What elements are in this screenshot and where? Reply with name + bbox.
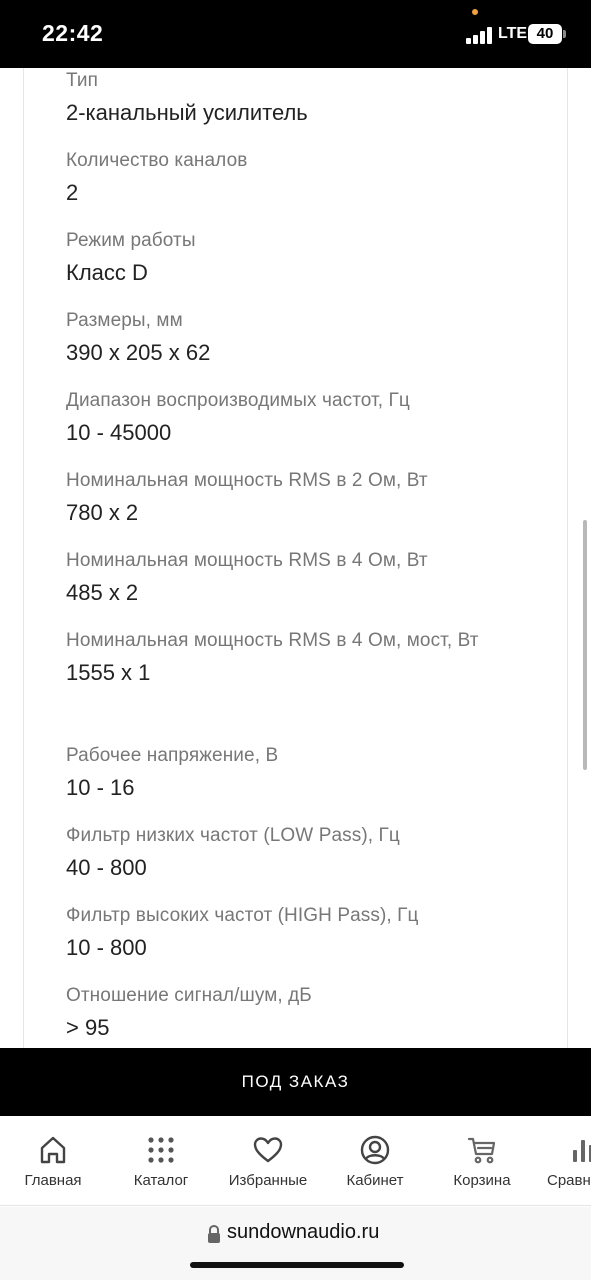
spec-value: 1555 x 1 [66, 660, 151, 685]
compare-icon [571, 1134, 591, 1166]
status-time: 22:42 [42, 20, 104, 46]
spec-row-voltage [66, 738, 546, 802]
spec-label: Номинальная мощность RMS в 4 Ом, мост, Вт [66, 630, 479, 651]
spec-label: Фильтр низких частот (LOW Pass), Гц [66, 825, 400, 846]
card-border [567, 68, 568, 1048]
spec-value: 40 - 800 [66, 855, 147, 880]
nav-label: Кабинет [346, 1172, 404, 1189]
spec-value: 2 [66, 180, 79, 205]
spec-label: Режим работы [66, 230, 196, 251]
spec-label: Фильтр высоких частот (HIGH Pass), Гц [66, 905, 419, 926]
scrollbar[interactable] [583, 520, 587, 770]
spec-row-channels [66, 143, 546, 207]
nav-label: Корзина [453, 1172, 511, 1189]
user-icon [359, 1134, 391, 1166]
url-text[interactable]: sundownaudio.ru [227, 1221, 380, 1243]
spec-label: Количество каналов [66, 150, 248, 171]
spec-value: 10 - 800 [66, 935, 147, 960]
card-border [23, 68, 24, 1048]
network-type: LTE [498, 25, 528, 42]
battery-tip [563, 30, 566, 38]
signal-strength-icon [466, 26, 494, 44]
nav-label: Избранные [228, 1172, 308, 1189]
nav-label: Главная [24, 1172, 82, 1189]
spec-label: Отношение сигнал/шум, дБ [66, 985, 312, 1006]
spec-row-high-pass [66, 898, 546, 962]
spec-label: Номинальная мощность RMS в 4 Ом, Вт [66, 550, 428, 571]
spec-row-type [66, 68, 546, 127]
nav-item-compare[interactable] [531, 1116, 591, 1206]
spec-row-mode [66, 223, 546, 287]
spec-value: 10 - 45000 [66, 420, 172, 445]
spec-row-snr [66, 978, 546, 1042]
spec-value: 10 - 16 [66, 775, 135, 800]
browser-url-bar[interactable] [0, 1207, 591, 1280]
spec-value: 780 x 2 [66, 500, 139, 525]
specs-panel [0, 68, 591, 1048]
spec-value: 2-канальный усилитель [66, 100, 308, 125]
spec-value: 485 x 2 [66, 580, 139, 605]
lock-icon [206, 1224, 222, 1244]
nav-item-account[interactable] [320, 1116, 430, 1206]
heart-icon [252, 1134, 284, 1166]
spec-value: Класс D [66, 260, 148, 285]
order-button[interactable]: ПОД ЗАКАЗ [0, 1048, 591, 1116]
spec-label: Рабочее напряжение, В [66, 745, 279, 766]
nav-item-catalog[interactable] [106, 1116, 216, 1206]
spec-label: Размеры, мм [66, 310, 183, 331]
battery-icon: 40 [528, 24, 562, 44]
spec-value: 390 x 205 x 62 [66, 340, 211, 365]
spec-row-frequency-range [66, 383, 546, 447]
spec-label: Диапазон воспроизводимых частот, Гц [66, 390, 410, 411]
home-indicator[interactable] [190, 1262, 404, 1268]
spec-row-rms-4ohm [66, 543, 546, 607]
nav-item-favorites[interactable] [213, 1116, 323, 1206]
spec-row-rms-2ohm [66, 463, 546, 527]
spec-row-low-pass [66, 818, 546, 882]
spec-row-dimensions [66, 303, 546, 367]
nav-label: Каталог [133, 1172, 189, 1189]
spec-value: > 95 [66, 1015, 110, 1040]
spec-label: Тип [66, 70, 98, 91]
bottom-nav [0, 1116, 591, 1206]
cart-icon [466, 1134, 498, 1166]
nav-item-home[interactable] [0, 1116, 108, 1206]
home-icon [37, 1134, 69, 1166]
nav-label: Сравн [547, 1172, 591, 1189]
spec-label: Номинальная мощность RMS в 2 Ом, Вт [66, 470, 428, 491]
spec-row-rms-bridge [66, 623, 506, 687]
status-bar [0, 0, 591, 68]
privacy-indicator-dot [472, 9, 478, 15]
grid-icon [145, 1134, 177, 1166]
nav-item-cart[interactable] [427, 1116, 537, 1206]
